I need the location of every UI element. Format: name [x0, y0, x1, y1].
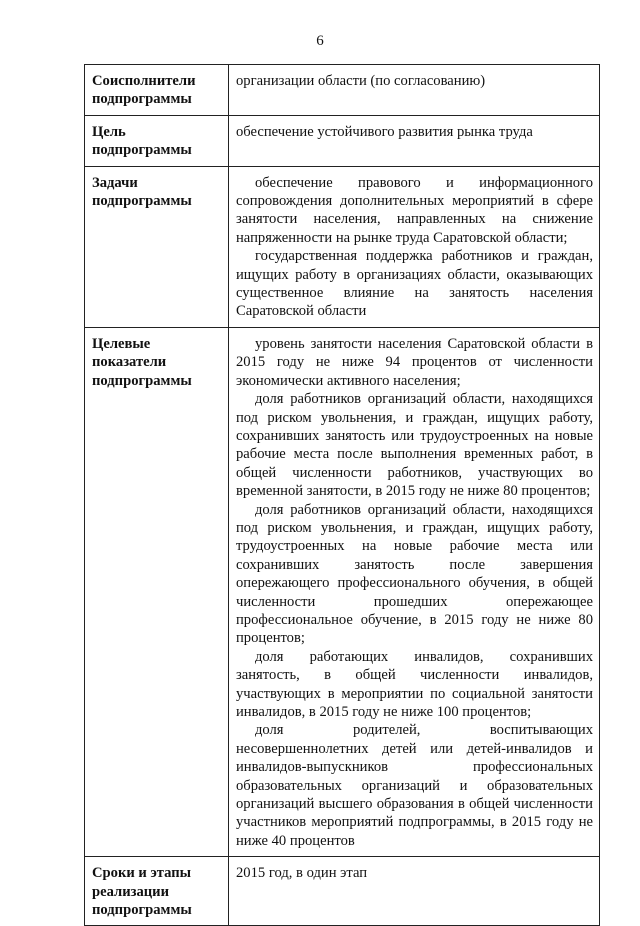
row-value-timeline [229, 857, 600, 926]
value-paragraph: организации области (по согласованию) [236, 73, 486, 89]
value-paragraph: уровень занятости населения Саратовской области в 2015 году не ниже 94 процентов от численности экономически активного населения; [236, 335, 593, 389]
row-value-target-indicators [229, 327, 600, 856]
value-paragraph: доля работающих инвалидов, сохранивших занятость, в общей численности инвалидов, участвующих в мероприятии по социальной занятости инвалидов, в 2015 году не ниже 100 процентов; [236, 648, 593, 720]
subprogram-passport-table [84, 64, 600, 926]
value-paragraph: доля работников организаций области, находящихся под риском увольнения, и граждан, ищущих работу, трудоустроенных на новые рабочие места или сохранивших занятость после завершения опережающего профессионального обучения, в общей численности прошедших опережающее профессиональное обучение, в 2015 году не ниже 80 процентов; [236, 501, 593, 647]
value-paragraph: доля работников организаций области, находящихся под риском увольнения, и граждан, ищущих работу, сохранивших занятость или трудоустроенных на новые рабочие места после выполнения временных работ, в общей численности работников, участвующих во временной занятости, в 2015 году не ниже 80 процентов; [236, 391, 593, 500]
value-paragraph: 2015 год, в один этап [236, 865, 368, 882]
row-label-goal: Цель подпрограммы [85, 115, 229, 166]
row-value-co-executors [229, 65, 600, 116]
table-row-co-executors [85, 65, 600, 116]
row-value-goal [229, 115, 600, 166]
row-value-tasks [229, 166, 600, 327]
table-row-timeline [85, 857, 600, 926]
row-label-tasks: Задачи подпрограммы [85, 166, 229, 327]
table-row-tasks [85, 166, 600, 327]
table-row-target-indicators [85, 327, 600, 856]
page-number: 6 [316, 33, 324, 49]
value-paragraph: обеспечение устойчивого развития рынка труда [236, 123, 533, 140]
value-paragraph: доля родителей, воспитывающих несовершеннолетних детей или детей-инвалидов и инвалидов-выпускников профессиональных образовательных организаций и образовательных организаций высшего образования в общей численности участников мероприятий подпрограммы, в 2015 году не ниже 40 процентов [236, 722, 593, 849]
table-row-goal [85, 115, 600, 166]
value-paragraph: обеспечение правового и информационного сопровождения дополнительных мероприятий в сфере занятости населения, направленных на снижение напряженности на рынке труда Саратовской области; [236, 174, 593, 246]
row-label-timeline: Сроки и этапы реализации подпрограммы [85, 857, 229, 926]
row-label-co-executors: Соисполнители подпрограммы [85, 65, 229, 116]
value-paragraph: государственная поддержка работников и граждан, ищущих работу в организациях области, оказывающих существенное влияние на занятость населения Саратовской области [236, 248, 593, 320]
row-label-target-indicators: Целевые показатели подпрограммы [85, 327, 229, 856]
